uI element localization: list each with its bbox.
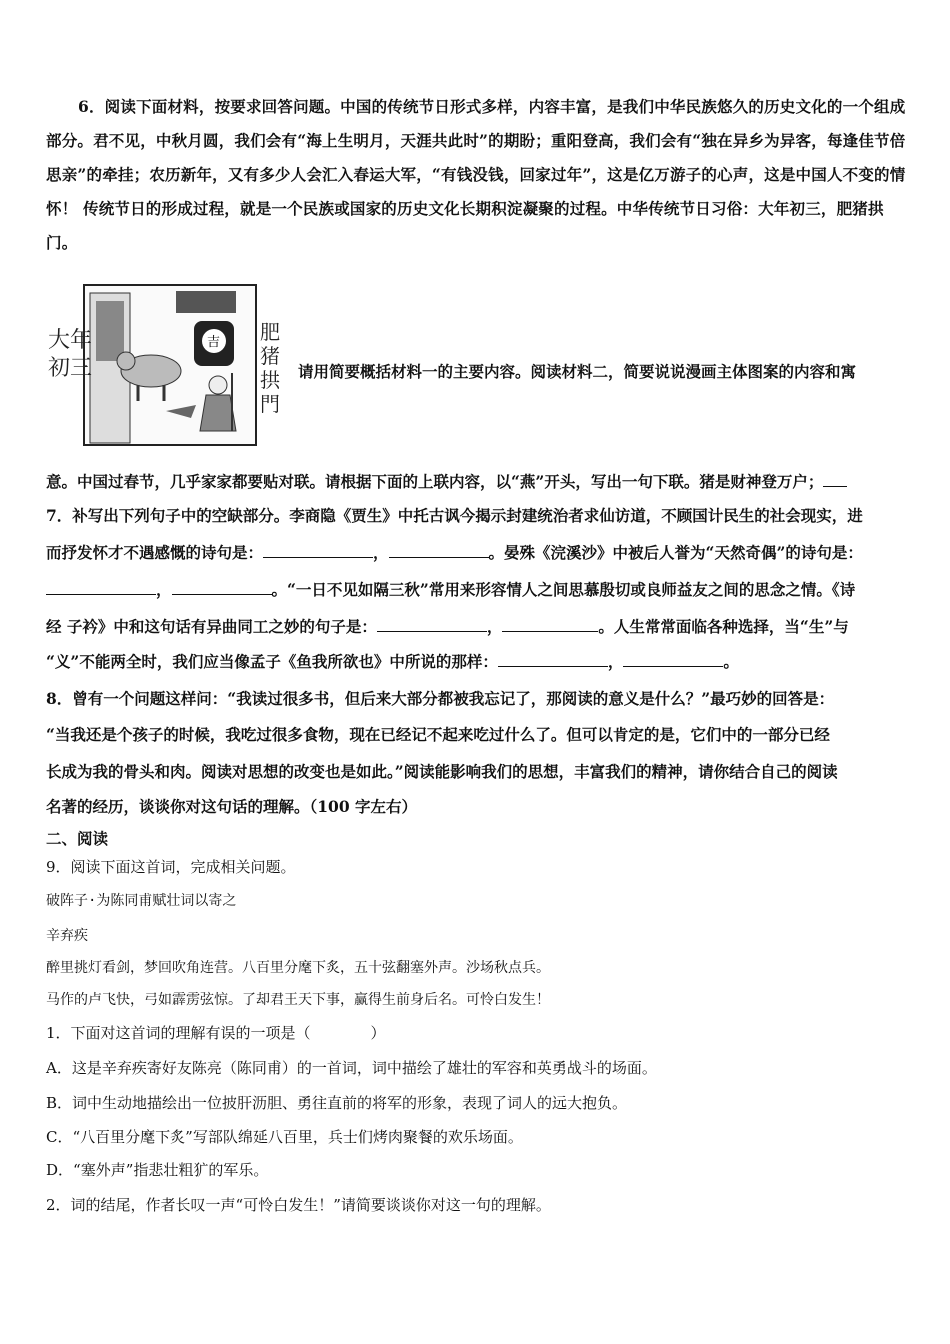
answer-blank[interactable] <box>263 539 373 558</box>
question-9-intro: 9．阅读下面这首词，完成相关问题。 <box>46 858 296 876</box>
couplet-text: 意。中国过春节，几乎家家都要贴对联。请根据下面的上联内容，以“燕”开头，写出一句下联。猪是财神登万户； <box>46 472 824 491</box>
answer-blank[interactable] <box>498 648 608 667</box>
option-a[interactable]: A．这是辛弃疾寄好友陈亮（陈同甫）的一首词，词中描绘了雄壮的军容和英勇战斗的场面。 <box>46 1059 657 1077</box>
question-8-line: 8．曾有一个问题这样问：“我读过很多书，但后来大部分都被我忘记了，那阅读的意义是什么？”最巧妙的回答是： <box>46 689 835 708</box>
comic-left-caption-2: 初三 <box>48 356 93 381</box>
question-7-line: 经 子衿》中和这句话有异曲同工之妙的句子是： ， 。人生常常面临各种选择，当“生”与 <box>46 610 908 644</box>
answer-blank[interactable] <box>172 576 272 595</box>
answer-blank[interactable] <box>377 613 487 632</box>
comic-right-caption-4: 門 <box>260 392 280 416</box>
question-8-line: “当我还是个孩子的时候，我吃过很多食物，现在已经记不起来吃过什么了。但可以肯定的是，它们中的一部分已经 <box>46 725 830 744</box>
question-7-line: “义”不能两全时，我们应当像孟子《鱼我所欲也》中所说的那样： ， 。 <box>46 645 908 679</box>
section-title: 二、阅读 <box>46 829 109 848</box>
comic-right-caption-3: 拱 <box>260 368 280 392</box>
comic-illustration <box>46 283 296 448</box>
question-6-couplet <box>46 465 908 499</box>
question-7-line: ， 。“一日不见如隔三秋”常用来形容情人之间思慕殷切或良师益友之间的思念之情。《诗 <box>46 573 908 607</box>
comic-left-caption-1: 大年 <box>48 328 93 353</box>
jar-character: 吉 <box>207 335 221 350</box>
comic-right-caption-2: 猪 <box>260 344 280 368</box>
question-8-line: 长成为我的骨头和肉。阅读对思想的改变也是如此。”阅读能影响我们的思想，丰富我们的精神，请你结合自己的阅读 <box>46 762 838 781</box>
poem-author: 辛弃疾 <box>46 928 88 944</box>
poem-line: 马作的卢飞快，弓如霹雳弦惊。了却君王天下事，赢得生前身后名。可怜白发生！ <box>46 992 550 1008</box>
option-b[interactable]: B．词中生动地描绘出一位披肝沥胆、勇往直前的将军的形象，表现了词人的远大抱负。 <box>46 1094 628 1112</box>
answer-blank[interactable] <box>389 539 489 558</box>
answer-blank[interactable] <box>502 613 598 632</box>
answer-blank[interactable] <box>46 576 156 595</box>
answer-blank[interactable] <box>623 648 723 667</box>
question-6-material: 6．阅读下面材料，按要求回答问题。中国的传统节日形式多样，内容丰富，是我们中华民族悠久的历史文化的一个组成部分。君不见，中秋月圆，我们会有“海上生明月，天涯共此时”的期盼；重阳登高，我们会有“独在异乡为异客，每逢佳节倍思亲”的牵挂；农历新年，又有多少人会汇入春运大军，“有钱没钱，回家过年”，这是亿万游子的心声，这是中国人不变的情怀！ 传统节日的形成过程，就是一个民族或国家的历史文化长期积淀凝聚的过程。中华传统节日习俗：大年初三，肥猪拱门。 <box>46 97 906 252</box>
poem-title: 破阵子·为陈同甫赋壮词以寄之 <box>46 893 237 909</box>
comic-right-caption-1: 肥 <box>260 320 280 344</box>
question-8-line: 名著的经历，谈谈你对这句话的理解。（100 字左右） <box>46 797 418 816</box>
sub-question-2: 2．词的结尾，作者长叹一声“可怜白发生！”请简要谈谈你对这一句的理解。 <box>46 1196 551 1214</box>
poem-line: 醉里挑灯看剑，梦回吹角连营。八百里分麾下炙，五十弦翻塞外声。沙场秋点兵。 <box>46 960 550 976</box>
option-d[interactable]: D．“塞外声”指悲壮粗犷的军乐。 <box>46 1161 269 1179</box>
option-c[interactable]: C．“八百里分麾下炙”写部队绵延八百里，兵士们烤肉聚餐的欢乐场面。 <box>46 1128 523 1146</box>
answer-blank[interactable] <box>823 468 847 487</box>
sub-question-1: 1．下面对这首词的理解有误的一项是（ ） <box>46 1024 386 1042</box>
question-6-prompt: 请用简要概括材料一的主要内容。阅读材料二，简要说说漫画主体图案的内容和寓 <box>298 362 857 381</box>
question-7-line: 7．补写出下列句子中的空缺部分。李商隐《贾生》中托古讽今揭示封建统治者求仙访道，不顾国计民生的社会现实，进 <box>46 506 863 525</box>
question-7-line: 而抒发怀才不遇感慨的诗句是： ， 。晏殊《浣溪沙》中被后人誉为“天然奇偶”的诗句是： <box>46 536 908 570</box>
